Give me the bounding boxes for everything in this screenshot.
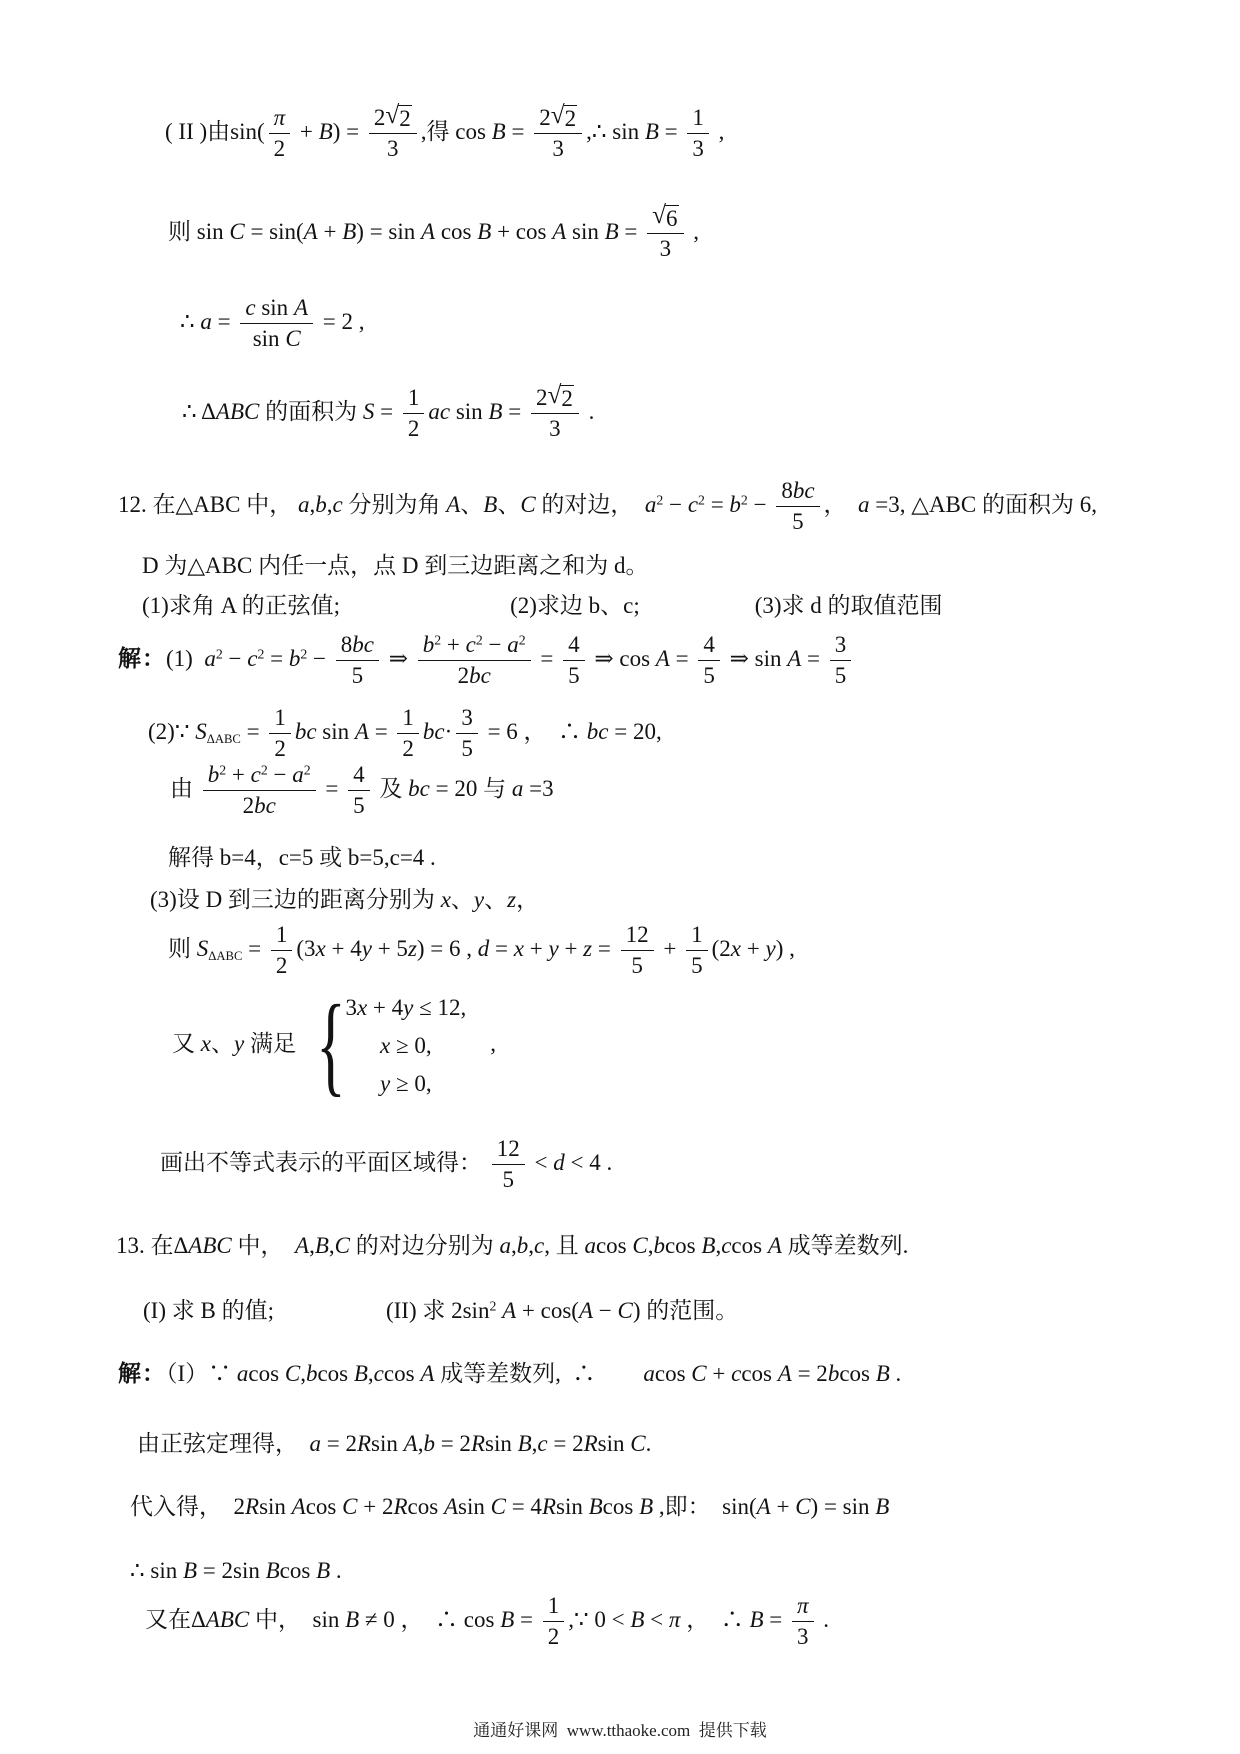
sol13-sine-rule: 由正弦定理得， a = 2Rsin A,b = 2Rsin B,c = 2Rsin C. bbox=[137, 1431, 652, 1456]
sol11-step-area: ∴ ΔABC 的面积为 S = $\frac{1}{2}$ ac sin B = 2 √ 2 3 . bbox=[182, 381, 595, 442]
sol13-substitute: 代入得， 2Rsin Acos C + 2Rcos Asin C = 4Rsin Bcos B ,即： sin(A + C) = sin B bbox=[130, 1494, 890, 1519]
sol12-step3-constraints: 又 x、y 满足 { 3x + 4y ≤ 12, x ≥ 0, y ≥ 0, , bbox=[172, 983, 496, 1108]
sol12-step3-equation: 则 $S_{\Delta ABC}$ = $\frac{1}{2}$ (3x + 4y + 5z) = 6 , d = x + y + z = $\frac{12}{5}$ + $\frac{1}{5}$ (2x + y) , bbox=[168, 922, 795, 979]
sol13-step1: 解：（I）∵ acos C,bcos B,ccos A 成等差数列, ∴ acos C + ccos A = 2bcos B . bbox=[118, 1360, 902, 1386]
sol13-conclusion: 又在ΔABC 中， sin B ≠ 0 ， ∴ cos B = $\frac{1}{2}$ ,∵ 0 < B < π ， ∴ B = $\frac{\pi}{3}$ . bbox=[145, 1593, 830, 1650]
problem-12-questions: (1)求角 A 的正弦值; (2)求边 b、c; (3)求 d 的取值范围 bbox=[142, 593, 943, 618]
sol12-step3-conclusion: 画出不等式表示的平面区域得： $\frac{12}{5}$ < d < 4 . bbox=[160, 1136, 613, 1193]
sol11-step-a: ∴ a = $\frac{\text{c sin A}}{\text{sin C}}$ = 2 , bbox=[180, 295, 365, 352]
sol12-step2-system: 由 $\frac{b^2 + c^2 - a^2}{2bc}$ = $\frac{4}{5}$ 及 bc = 20 与 a =3 bbox=[170, 762, 554, 819]
sol12-step2-result: 解得 b=4，c=5 或 b=5,c=4 . bbox=[168, 845, 436, 870]
problem-13-statement: 13. 在ΔABC 中， A,B,C 的对边分别为 a,b,c, 且 acos C,bcos B,ccos A 成等差数列. bbox=[116, 1233, 909, 1258]
problem-13-questions: (I) 求 B 的值; (II) 求 $2\sin^2$ A + cos(A − C) 的范围。 bbox=[143, 1298, 739, 1323]
sol11-step-cosB: ( II )由sin( $\frac{\pi}{2}$ + B) = 2 √ 2 3 ,得 cos B = 2 √ 2 3 ,∴ sin B = $\frac{1}{3}$ , bbox=[165, 101, 725, 162]
sol13-sinB: ∴ sin B = 2sin Bcos B . bbox=[130, 1558, 342, 1583]
sol12-step2-area: (2)∵ $S_{\Delta ABC}$ = $\frac{1}{2}$ bc sin A = $\frac{1}{2}$ bc· $\frac{3}{5}$ = 6 ， ∴ bc = 20, bbox=[148, 705, 662, 762]
sol11-step-sinC: 则 sin C = sin(A + B) = sin A cos B + cos A sin B = √ 6 3 , bbox=[168, 201, 700, 262]
problem-12-statement-2: D 为△ABC 内任一点，点 D 到三边距离之和为 d。 bbox=[142, 553, 649, 578]
sol12-step3-setup: (3)设 D 到三边的距离分别为 x、y、z， bbox=[150, 887, 540, 912]
sol12-step1: 解：(1) $a^2 - c^2 = b^2$ − $\frac{8bc}{5}$ ⇒ $\frac{b^2 + c^2 - a^2}{2bc}$ = $\frac{4}{5}$ ⇒ cos A = $\frac{4}{5}$ ⇒ sin A = $\frac{3}{5}$ bbox=[118, 632, 855, 690]
problem-12-statement: 12. 在△ABC 中， a,b,c 分别为角 A、B、C 的对边， $a^2 - c^2 = b^2$ − $\frac{8bc}{5}$ ， a =3, △ABC 的面积为 6, bbox=[118, 478, 1097, 535]
footer-watermark: 通通好课网 www.tthaoke.com 提供下载 bbox=[473, 1721, 767, 1740]
